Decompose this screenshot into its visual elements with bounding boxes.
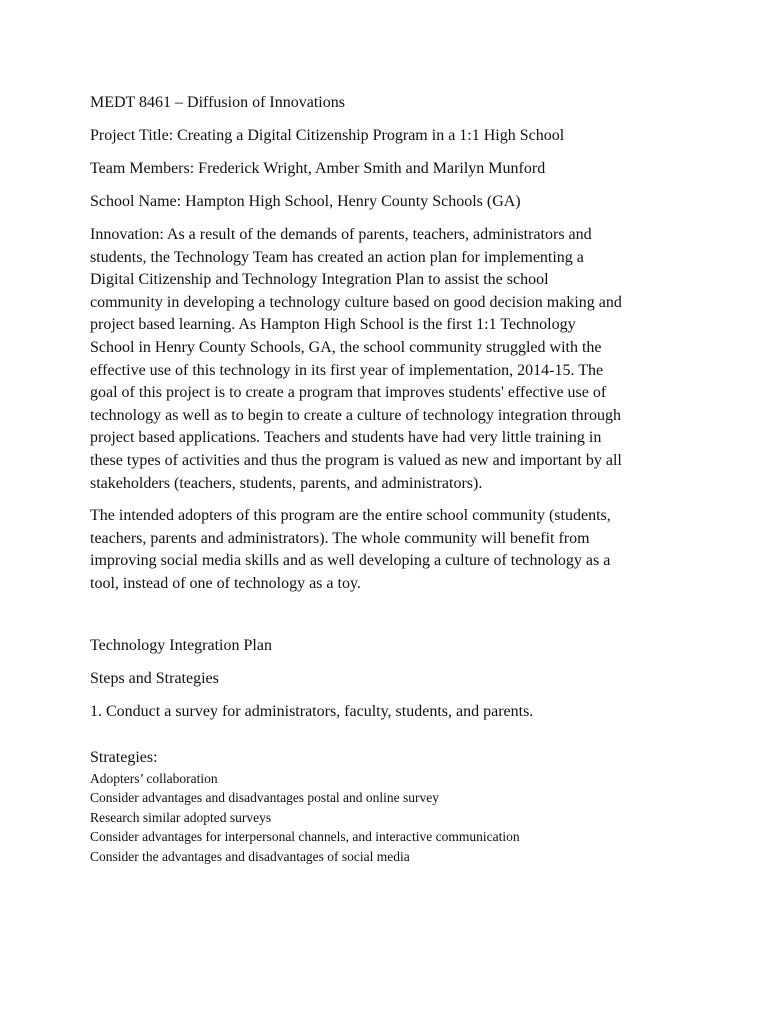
plan-title: Technology Integration Plan: [90, 636, 272, 654]
project-title: Project Title: Creating a Digital Citizenship Program in a 1:1 High School: [90, 127, 565, 144]
paragraph-line: The intended adopters of this program are the entire school community (students,: [90, 507, 611, 525]
document-page: [90, 92, 690, 866]
paragraph-line: project based applications. Teachers and students have had very little training in: [90, 429, 602, 447]
list-item: Research similar adopted surveys: [90, 809, 272, 825]
plan-subtitle: Steps and Strategies: [90, 669, 219, 687]
strategies-label: Strategies:: [90, 748, 158, 766]
paragraph-line: goal of this project is to create a program that improves students' effective use of: [90, 384, 607, 402]
list-item: Consider advantages and disadvantages postal and online survey: [90, 790, 440, 805]
paragraph-line: improving social media skills and as well developing a culture of technology as a: [90, 552, 611, 570]
adopters-paragraph: [90, 505, 690, 595]
paragraph-line: project based learning. As Hampton High School is the first 1:1 Technology: [90, 316, 576, 334]
section-spacer: [90, 606, 690, 635]
paragraph-line: tool, instead of one of technology as a toy.: [90, 574, 361, 592]
course-title: MEDT 8461 – Diffusion of Innovations: [90, 94, 345, 111]
paragraph-line: teachers, parents and administrators). The whole community will benefit from: [90, 529, 590, 547]
paragraph-line: these types of activities and thus the program is valued as new and important by all: [90, 451, 622, 469]
paragraph-line: School in Henry County Schools, GA, the school community struggled with the: [90, 338, 602, 356]
paragraph-line: community in developing a technology culture based on good decision making and: [90, 293, 622, 311]
list-item: Consider the advantages and disadvantages of social media: [90, 848, 410, 864]
paragraph-line: students, the Technology Team has created an action plan for implementing a: [90, 248, 584, 266]
paragraph-line: Innovation: As a result of the demands of parents, teachers, administrators and: [90, 226, 592, 243]
team-members: Team Members: Frederick Wright, Amber Smith and Marilyn Munford: [90, 160, 546, 177]
innovation-paragraph: [90, 224, 690, 495]
step-one: 1. Conduct a survey for administrators, faculty, students, and parents.: [90, 702, 534, 720]
list-item: Adopters’ collaboration: [90, 770, 218, 786]
paragraph-line: technology as well as to begin to create a culture of technology integration through: [90, 406, 621, 424]
list-item: Consider advantages for interpersonal channels, and interactive communication: [90, 829, 520, 844]
paragraph-line: stakeholders (teachers, students, parents, and administrators).: [90, 474, 483, 492]
school-name: School Name: Hampton High School, Henry County Schools (GA): [90, 193, 521, 210]
paragraph-line: effective use of this technology in its first year of implementation, 2014-15. The: [90, 361, 604, 379]
paragraph-line: Digital Citizenship and Technology Integration Plan to assist the school: [90, 271, 549, 289]
strategies-list: [90, 769, 690, 867]
